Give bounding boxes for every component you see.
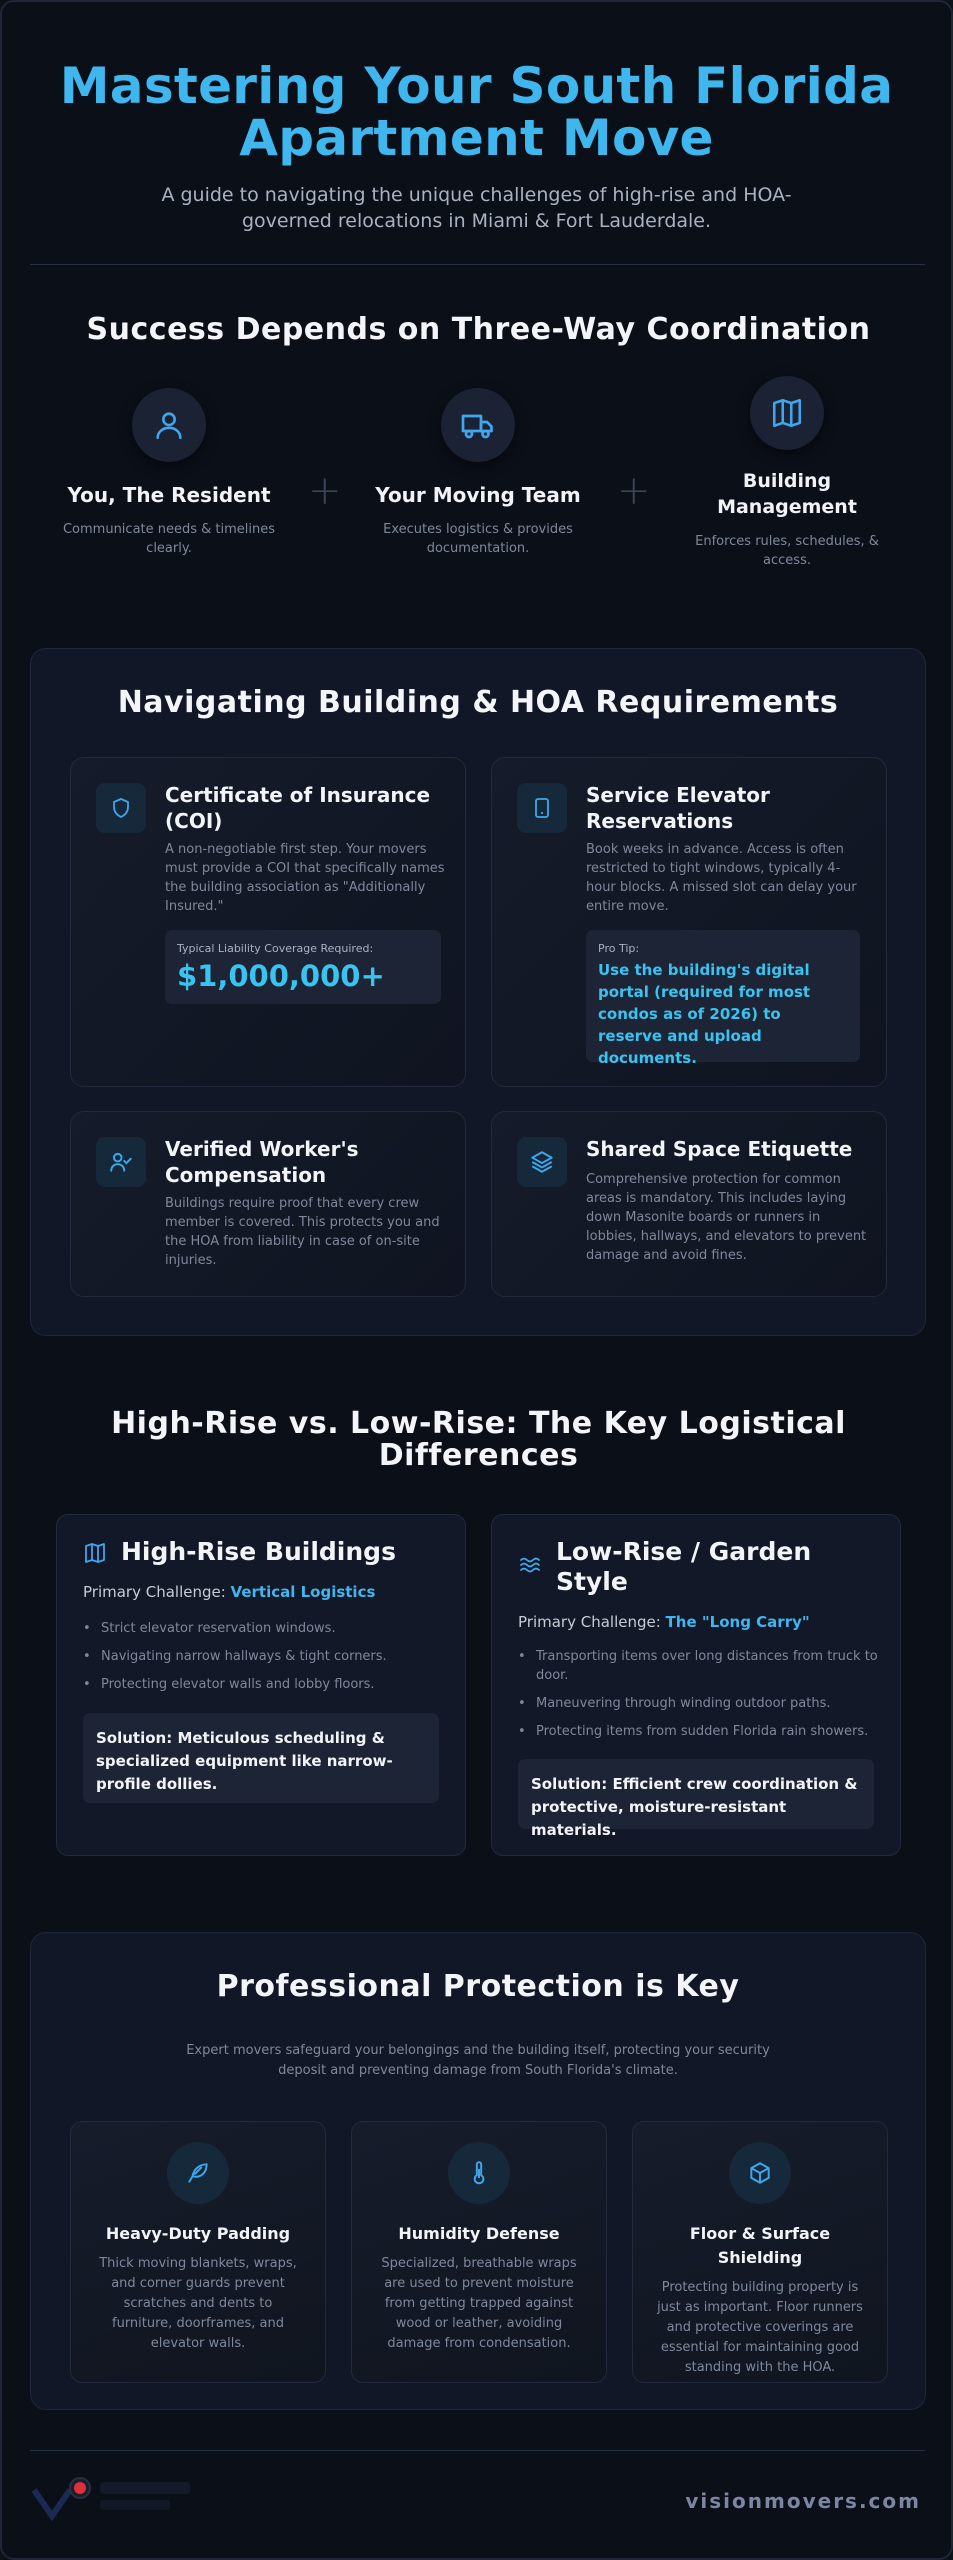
card-desc: Specialized, breathable wraps are used to prevent moisture from getting trapped against wood or leather, avoiding damage from condensation. bbox=[381, 2256, 577, 2351]
role-desc: Executes logistics & provides documentation. bbox=[383, 522, 573, 556]
low-rise-card bbox=[491, 1514, 901, 1856]
callout-value: Use the building's digital portal (required for most condos as of 2026) to reserve and upload documents. bbox=[598, 961, 811, 1067]
coverage-callout bbox=[165, 930, 441, 1004]
challenge-label: Primary Challenge: bbox=[83, 1583, 231, 1601]
truck-icon bbox=[441, 388, 515, 462]
challenge-value: The "Long Carry" bbox=[665, 1613, 810, 1631]
hero-section bbox=[2, 2, 951, 234]
building-icon bbox=[83, 1541, 107, 1569]
card-title: Shared Space Etiquette bbox=[586, 1137, 853, 1161]
layers-icon bbox=[517, 1137, 567, 1187]
page-subtitle: A guide to navigating the unique challenges of high-rise and HOA-governed relocations in Miami & Fort Lauderdale. bbox=[161, 184, 792, 232]
footer-url[interactable]: visionmovers.com bbox=[685, 2489, 921, 2513]
protection-panel bbox=[30, 1932, 926, 2410]
role-desc: Communicate needs & timelines clearly. bbox=[62, 522, 276, 556]
requirements-panel bbox=[30, 648, 926, 1336]
floor-shield-card bbox=[632, 2121, 888, 2383]
thermometer-icon bbox=[448, 2142, 510, 2204]
coi-card bbox=[70, 757, 466, 1087]
comparison-title: High-Rise vs. Low-Rise: The Key Logistical Differences bbox=[111, 1406, 846, 1473]
card-title: Heavy-Duty Padding bbox=[105, 2224, 291, 2243]
divider bbox=[30, 2450, 925, 2451]
card-desc: Thick moving blankets, wraps, and corner guards prevent scratches and dents to furniture, doorframes, and elevator walls. bbox=[99, 2256, 297, 2351]
card-desc: Protecting building property is just as important. Floor runners and protective coverings are essential for maintaining good standing with the HOA. bbox=[657, 2280, 863, 2375]
list-item: • Transporting items over long distances from truck to door. bbox=[518, 1647, 884, 1685]
box-icon bbox=[729, 2142, 791, 2204]
callout-label: Typical Liability Coverage Required: bbox=[177, 942, 374, 955]
role-name: You, The Resident bbox=[67, 483, 271, 507]
waves-icon bbox=[518, 1553, 542, 1581]
primary-challenge bbox=[83, 1583, 375, 1601]
coordination-section bbox=[2, 312, 953, 568]
etiquette-card bbox=[491, 1111, 887, 1297]
role-name: Building Management bbox=[717, 470, 857, 518]
pro-tip-callout bbox=[586, 930, 860, 1067]
card-title: High-Rise Buildings bbox=[121, 1537, 396, 1566]
humidity-card bbox=[351, 2121, 607, 2383]
brand-logo bbox=[30, 2472, 210, 2528]
card-title: Humidity Defense bbox=[398, 2224, 560, 2243]
user-check-icon bbox=[96, 1137, 146, 1187]
callout-value: $1,000,000+ bbox=[177, 959, 385, 993]
card-desc: Comprehensive protection for common areas is mandatory. This includes laying down Masonite boards or runners in lobbies, hallways, and elevators to prevent damage and avoid fines. bbox=[586, 1172, 867, 1263]
list-item: • Strict elevator reservation windows. bbox=[83, 1619, 443, 1638]
role-name: Your Moving Team bbox=[375, 483, 581, 507]
card-title: Certificate of Insurance (COI) bbox=[165, 783, 431, 833]
callout-label: Pro Tip: bbox=[598, 942, 640, 955]
solution-box: Solution: Meticulous scheduling & specialized equipment like narrow-profile dollies. bbox=[83, 1713, 439, 1803]
challenge-list bbox=[83, 1619, 443, 1703]
card-desc: Book weeks in advance. Access is often restricted to tight windows, typically 4-hour blocks. A missed slot can delay your entire move. bbox=[586, 842, 857, 914]
card-desc: A non-negotiable first step. Your movers must provide a COI that specifically names the building association as "Additionally Insured." bbox=[165, 842, 445, 914]
divider bbox=[30, 264, 925, 265]
workers-comp-card bbox=[70, 1111, 466, 1297]
plus-separator: + bbox=[308, 468, 342, 514]
role-moving-team bbox=[368, 388, 588, 558]
requirements-title: Navigating Building & HOA Requirements bbox=[117, 685, 839, 720]
list-item: • Navigating narrow hallways & tight corners. bbox=[83, 1647, 443, 1666]
elevator-card bbox=[491, 757, 887, 1087]
challenge-list bbox=[518, 1647, 884, 1750]
role-resident bbox=[59, 388, 279, 558]
role-building-management bbox=[677, 376, 897, 570]
list-item: • Protecting elevator walls and lobby floors. bbox=[83, 1675, 443, 1694]
map-icon bbox=[750, 376, 824, 450]
primary-challenge bbox=[518, 1613, 810, 1631]
plus-separator: + bbox=[617, 468, 651, 514]
card-title: Floor & Surface Shielding bbox=[689, 2224, 831, 2267]
page-title: Mastering Your South Florida Apartment Move bbox=[59, 57, 894, 167]
padding-card bbox=[70, 2121, 326, 2383]
person-icon bbox=[132, 388, 206, 462]
shield-icon bbox=[96, 783, 146, 833]
protection-title: Professional Protection is Key bbox=[216, 1969, 740, 2004]
solution-box: Solution: Efficient crew coordination & protective, moisture-resistant materials. bbox=[518, 1759, 874, 1829]
card-title: Verified Worker's Compensation bbox=[165, 1137, 359, 1187]
card-title: Low-Rise / Garden Style bbox=[556, 1537, 812, 1596]
high-rise-card bbox=[56, 1514, 466, 1856]
challenge-value: Vertical Logistics bbox=[230, 1583, 376, 1601]
card-title: Service Elevator Reservations bbox=[586, 783, 770, 833]
protection-subtitle: Expert movers safeguard your belongings and the building itself, protecting your security deposit and preventing damage from South Florida's climate. bbox=[186, 2043, 770, 2078]
coordination-title: Success Depends on Three-Way Coordination bbox=[86, 312, 871, 347]
roles-row bbox=[2, 388, 953, 588]
card-desc: Buildings require proof that every crew member is covered. This protects you and the HOA from liability in case of on-site injuries. bbox=[165, 1196, 440, 1268]
tablet-icon bbox=[517, 783, 567, 833]
role-desc: Enforces rules, schedules, & access. bbox=[695, 534, 879, 568]
challenge-label: Primary Challenge: bbox=[518, 1613, 666, 1631]
list-item: • Maneuvering through winding outdoor paths. bbox=[518, 1694, 884, 1713]
feather-icon bbox=[167, 2142, 229, 2204]
list-item: • Protecting items from sudden Florida rain showers. bbox=[518, 1722, 884, 1741]
